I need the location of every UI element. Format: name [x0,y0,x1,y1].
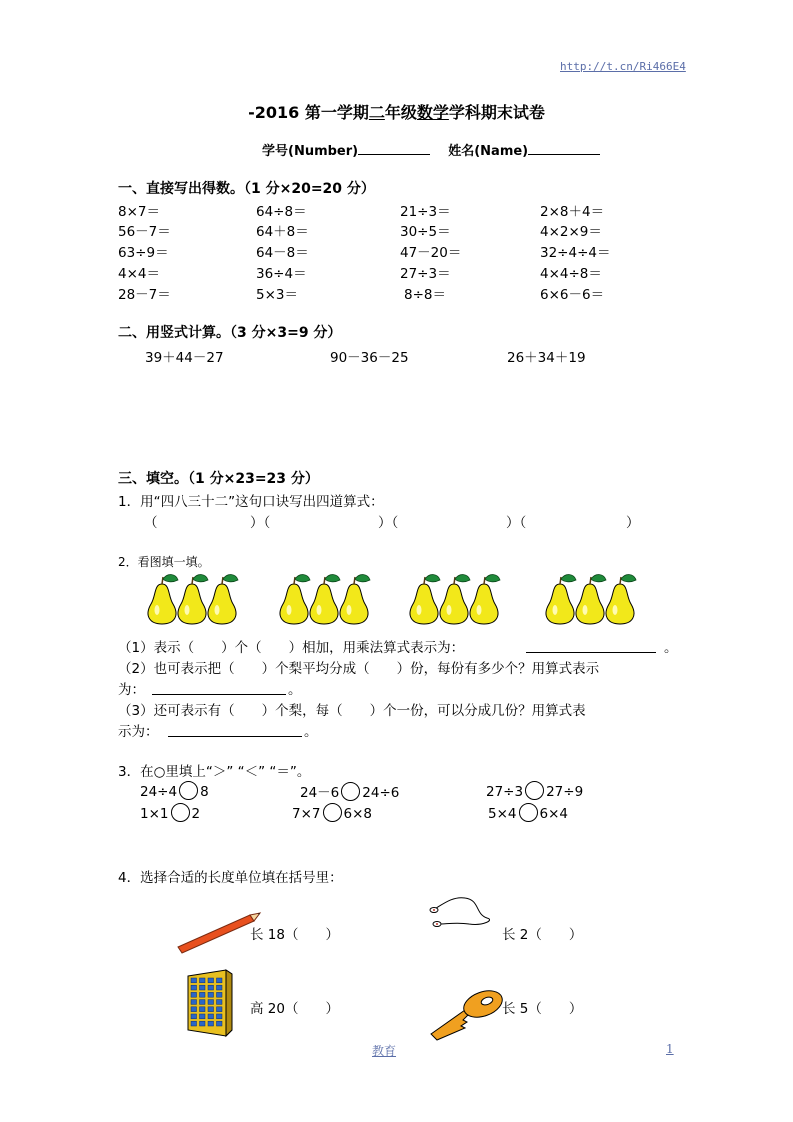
q1-paren-0: （ [144,515,158,531]
pear-icon [440,575,470,624]
pear-icon [208,575,238,624]
section1-heading: 一、直接写出得数。（1 分×20=20 分） [118,181,375,197]
compare-circle[interactable] [519,803,538,822]
arith-problem: 32÷4÷4＝ [540,245,611,261]
compare-left: 24÷4 [140,784,178,800]
q1-paren-3[interactable]: ）（ [506,515,527,531]
arith-problem: 64－8＝ [256,245,309,261]
pear-icon [340,575,370,624]
q2-line2-b: 为： [118,682,145,698]
pear-icon [310,575,340,624]
arith-problem: 36÷4＝ [256,266,307,282]
pear-icon [410,575,440,624]
compare-circle[interactable] [171,803,190,822]
q2-line1: （1）表示（ ）个（ ）相加，用乘法算式表示为： [118,640,465,656]
ant-icon [425,890,505,935]
q3-text: 3．在○里填上“＞” “＜” “＝”。 [118,764,311,780]
q4-item-key: 长 5（ ） [502,1001,583,1017]
pear-icon [576,575,606,624]
q2-line3-end: 。 [304,724,318,740]
arith-problem: 28－7＝ [118,287,171,303]
section2-heading: 二、用竖式计算。（3 分×3=9 分） [118,325,342,341]
compare-right: 2 [191,806,201,822]
compare-right: 8 [200,784,209,800]
compare-item-3 [486,781,583,800]
vertical-calc-3: 26＋34＋19 [507,350,586,366]
arith-problem: 2×8＋4＝ [540,204,605,220]
q4-text: 4．选择合适的长度单位填在括号里： [118,870,343,886]
compare-circle[interactable] [341,782,360,801]
title-prefix: -2016 第一学期 [248,103,369,122]
arith-problem: 5×3＝ [256,287,298,303]
compare-right: 24÷6 [362,785,400,801]
compare-item-6 [488,803,568,822]
compare-left: 5×4 [488,806,517,822]
compare-right: 6×8 [343,806,372,822]
arith-problem: 30÷5＝ [400,224,451,240]
title-suffix: 学科期末试卷 [448,103,545,122]
title-mid: 年级 [384,103,417,122]
arith-problem: 56－7＝ [118,224,171,240]
arith-problem: 64÷8＝ [256,204,307,220]
arith-problem: 4×4＝ [118,266,160,282]
pear-icon [470,575,500,624]
pear-icon [148,575,178,624]
header-url[interactable]: http://t.cn/Ri466E4 [560,60,686,73]
pear-icon [178,575,208,624]
title-subject: 数学 [416,103,449,122]
compare-circle[interactable] [323,803,342,822]
compare-circle[interactable] [525,781,544,800]
pear-icon [606,575,636,624]
q4-item-ant: 长 2（ ） [502,927,583,943]
compare-left: 7×7 [292,806,321,822]
arith-problem: 21÷3＝ [400,204,451,220]
q1-paren-4[interactable]: ） [626,515,640,531]
compare-item-1 [140,781,209,800]
compare-left: 1×1 [140,806,169,822]
arith-problem: 6×6－6＝ [540,287,605,303]
number-label: 学号(Number) [262,144,359,159]
compare-item-2 [300,781,399,801]
arith-problem: 27÷3＝ [400,266,451,282]
q2-answer-line-3[interactable] [168,736,302,737]
building-icon [186,968,246,1040]
q1-paren-2[interactable]: ）（ [378,515,399,531]
q2-line2-end: 。 [288,682,302,698]
footer-center[interactable]: 教育 [372,1044,397,1058]
compare-item-5 [292,803,372,822]
arith-problem: 8×7＝ [118,204,160,220]
name-label: 姓名(Name) [448,144,529,159]
arith-problem: 4×4÷8＝ [540,266,602,282]
section3-heading: 三、填空。（1 分×23=23 分） [118,471,319,487]
q2-line1-end: 。 [664,640,678,656]
arith-problem: 64＋8＝ [256,224,309,240]
q4-item-pencil: 长 18（ ） [250,927,339,943]
q2-line3-b: 示为： [118,724,159,740]
q2-answer-line-1[interactable] [526,652,656,653]
arith-problem: 63÷9＝ [118,245,169,261]
q2-answer-line-2[interactable] [152,694,286,695]
q1-paren-1[interactable]: ）（ [250,515,271,531]
arith-problem: 8÷8＝ [404,287,446,303]
pear-icon [546,575,576,624]
q1-text: 1．用“四八三十二”这句口诀写出四道算式： [118,494,384,510]
q2-line2: （2）也可表示把（ ）个梨平均分成（ ）份，每份有多少个？用算式表示 [118,661,600,677]
compare-item-4 [140,803,200,822]
pear-icon [280,575,310,624]
compare-circle[interactable] [179,781,198,800]
title-grade: 二 [368,103,385,122]
vertical-calc-2: 90－36－25 [330,350,409,366]
arith-problem: 4×2×9＝ [540,224,602,240]
compare-left: 27÷3 [486,784,524,800]
compare-left: 24－6 [300,785,340,801]
page-number: 1 [666,1042,674,1056]
compare-right: 27÷9 [546,784,584,800]
arith-problem: 47－20＝ [400,245,462,261]
q2-line3: （3）还可表示有（ ）个梨，每（ ）个一份，可以分成几份？用算式表 [118,703,586,719]
q2-text: 2．看图填一填。 [118,555,210,569]
vertical-calc-1: 39＋44－27 [145,350,224,366]
compare-right: 6×4 [539,806,568,822]
key-icon [425,988,510,1043]
q4-item-building: 高 20（ ） [250,1001,339,1017]
